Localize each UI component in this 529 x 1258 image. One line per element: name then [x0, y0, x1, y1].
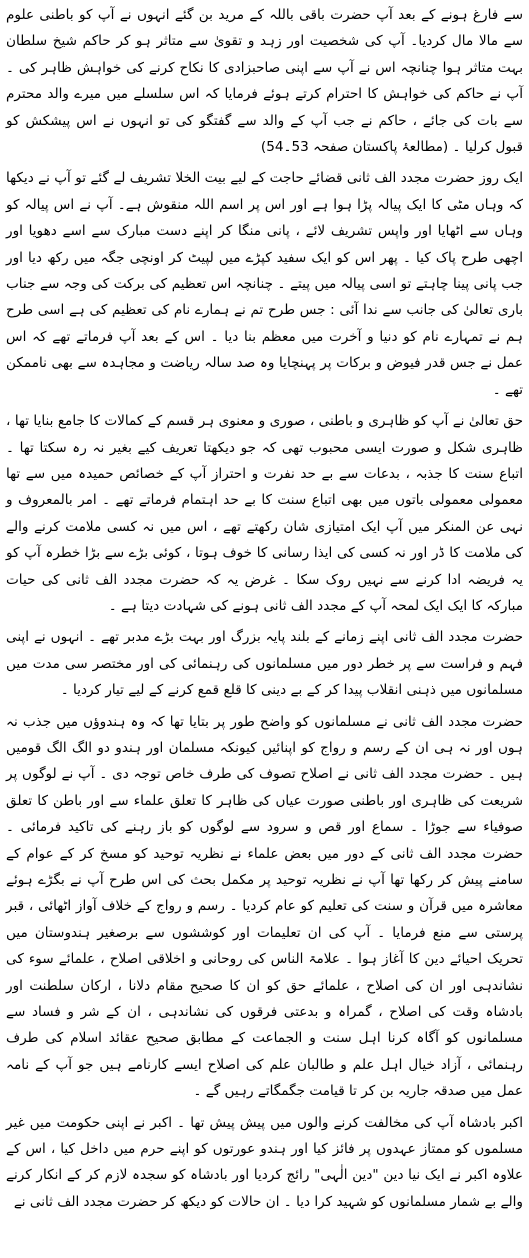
paragraph-4: حضرت مجدد الف ثانی اپنے زمانے کے بلند پایہ بزرگ اور بہت بڑے مدبر تھے ۔ انہوں نے اپنی فہم و فراست سے پر خطر دور میں مسلمانوں کی رہنمائی کی اور مختصر سی مدت میں مسلمانوں میں ذہنی انقلاب پیدا کر کے بے دینی کا قلع قمع کرنے کے لیے تیار کردیا ۔	[6, 629, 523, 699]
paragraph-1: سے فارغ ہونے کے بعد آپ حضرت باقی باللہ کے مرید بن گئے انہوں نے آپ کو باطنی علوم سے مالا مال کردیا۔ آپ کی شخصیت اور زہد و تقویٰ سے متاثر ہو کر حاکم شیخ سلطان بہت متاثر ہوا چنانچہ اس نے آپ سے اپنی صاحبزادی کا نکاح کرنے کی خواہش ظاہر کی ۔ آپ نے حاکم کی خواہش کا احترام کرتے ہوئے فرمایا کہ اس سلسلے میں میرے والد محترم سے بات کی جائے ، حاکم نے جب آپ کے والد سے گفتگو کی تو انہوں نے اس پیشکش کو قبول کرلیا ۔ (مطالعۂ پاکستان صفحہ 53۔54)	[6, 7, 523, 156]
paragraph-3: حق تعالیٰ نے آپ کو ظاہری و باطنی ، صوری و معنوی ہر قسم کے کمالات کا جامع بنایا تھا ، ظاہری شکل و صورت ایسی محبوب تھی کہ جو دیکھتا تعریف کیے بغیر نہ رہ سکتا تھا ۔ اتباع سنت کا جذبہ ، بدعات سے بے حد نفرت و احتراز آپ کے خصائص حمیدہ میں سے تھا معمولی معمولی باتوں میں بھی اتباع سنت کا بے حد اہتمام فرماتے تھے ۔ امر بالمعروف و نہی عن المنکر میں آپ ایک امتیازی شان رکھتے تھے ، اس میں نہ کسی ملامت کرنے والے کی ملامت کا ڈر اور نہ کسی کی ایذا رسانی کا خوف ہوتا ، کوئی بڑے سے بڑا خطرہ آپ کو یہ فریضہ ادا کرنے سے نہیں روک سکا ۔ غرض یہ کہ حضرت مجدد الف ثانی کی حیات مبارکہ کا ایک ایک لمحہ آپ کے مجدد الف ثانی ہونے کی شہادت دیتا ہے ۔	[6, 413, 523, 614]
paragraph-6: اکبر بادشاہ آپ کی مخالفت کرنے والوں میں پیش پیش تھا ۔ اکبر نے اپنی حکومت میں غیر مسلموں کو ممتاز عہدوں پر فائز کیا اور ہندو عورتوں کو اپنے حرم میں داخل کیا ، اس کے علاوہ اکبر نے ایک نیا دین "دین الٰہی" رائج کردیا اور بادشاہ کو سجدہ لازم کر کے انکار کرنے والے بے شمار مسلمانوں کو شہید کرا دیا ۔ ان حالات کو دیکھ کر حضرت مجدد الف ثانی نے	[6, 1114, 523, 1210]
paragraph-5: حضرت مجدد الف ثانی نے مسلمانوں کو واضح طور پر بتایا تھا کہ وہ ہندوؤں میں جذب نہ ہوں اور نہ ہی ان کے رسم و رواج کو اپنائیں کیونکہ مسلمان اور ہندو دو الگ الگ قومیں ہیں ۔ حضرت مجدد الف ثانی نے اصلاح تصوف کی طرف خاص توجہ دی ۔ آپ نے لوگوں پر شریعت کی ظاہری اور باطنی صورت عیاں کی ظاہر کا تعلق علماء سے اور باطن کا تعلق صوفیاء سے جوڑا ۔ سماع اور قص و سرود سے لوگوں کو باز رہنے کی تاکید فرمائی ۔ حضرت مجدد الف ثانی کے دور میں بعض علماء نے نظریہ توحید کو مسخ کر کے عوام کے سامنے پیش کر رکھا تھا آپ نے نظریہ توحید پر مکمل بحث کی اس طرح آپ نے بگڑے ہوئے معاشرہ میں قرآن و سنت کی تعلیم کو عام کردیا ۔ رسم و رواج کے خلاف آواز اٹھائی ، قبر پرستی سے منع فرمایا ۔ آپ کی ان تعلیمات اور کوششوں سے برصغیر ہندوستان میں تحریک احیائے دین کا آغاز ہوا ۔ علامۃ الناس کی روحانی و اخلاقی اصلاح ، علمائے سوء کی نشاندہی اور ان کی اصلاح ، علمائے حق کو ان کا صحیح مقام دلانا ، ارکان سلطنت اور بادشاہ وقت کی اصلاح ، گمراہ و بدعتی فرقوں کی نشاندہی ، ان کے شر و فساد سے مسلمانوں کو آگاہ کرنا اہل سنت و الجماعت کے مطابق صحیح عقائد اسلام کی طرف رہنمائی ، آزاد خیال اہل علم و طالبان علم کی اصلاح ایسے کارنامے ہیں جو آپ کے نامہ عمل میں صدقہ جاریہ بن کر تا قیامت جگمگاتے رہیں گے ۔	[6, 713, 523, 1100]
paragraph-2: ایک روز حضرت مجدد الف ثانی قضائے حاجت کے لیے بیت الخلا تشریف لے گئے تو آپ نے دیکھا کہ وہاں مٹی کا ایک پیالہ پڑا ہوا ہے اور اس پر اسم اللہ منقوش ہے۔ آپ نے اس پیالہ کو وہاں سے اٹھایا اور واپس تشریف لائے ، پانی منگا کر اپنے دست مبارک سے اسے دھویا اور اچھی طرح پاک کیا ۔ پھر اس کو ایک سفید کپڑے میں لپیٹ کر اونچی جگہ میں رکھ دیا اور جب پانی پینا چاہتے تو اسی پیالہ میں پیتے ۔ چنانچہ اس تعظیم کی برکت کی وجہ سے جناب باری تعالیٰ کی جانب سے ندا آئی : جس طرح تم نے ہمارے نام کی تعظیم کی ہے اسی طرح ہم نے تمہارے نام کو دنیا و آخرت میں معظم بنا دیا ۔ اس کے بعد آپ فرماتے تھے کہ اس عمل نے جس قدر فیوض و برکات پر پہنچایا وہ صد سالہ ریاضت و مجاہدہ سے بھی ناممکن تھے ۔	[6, 170, 523, 398]
